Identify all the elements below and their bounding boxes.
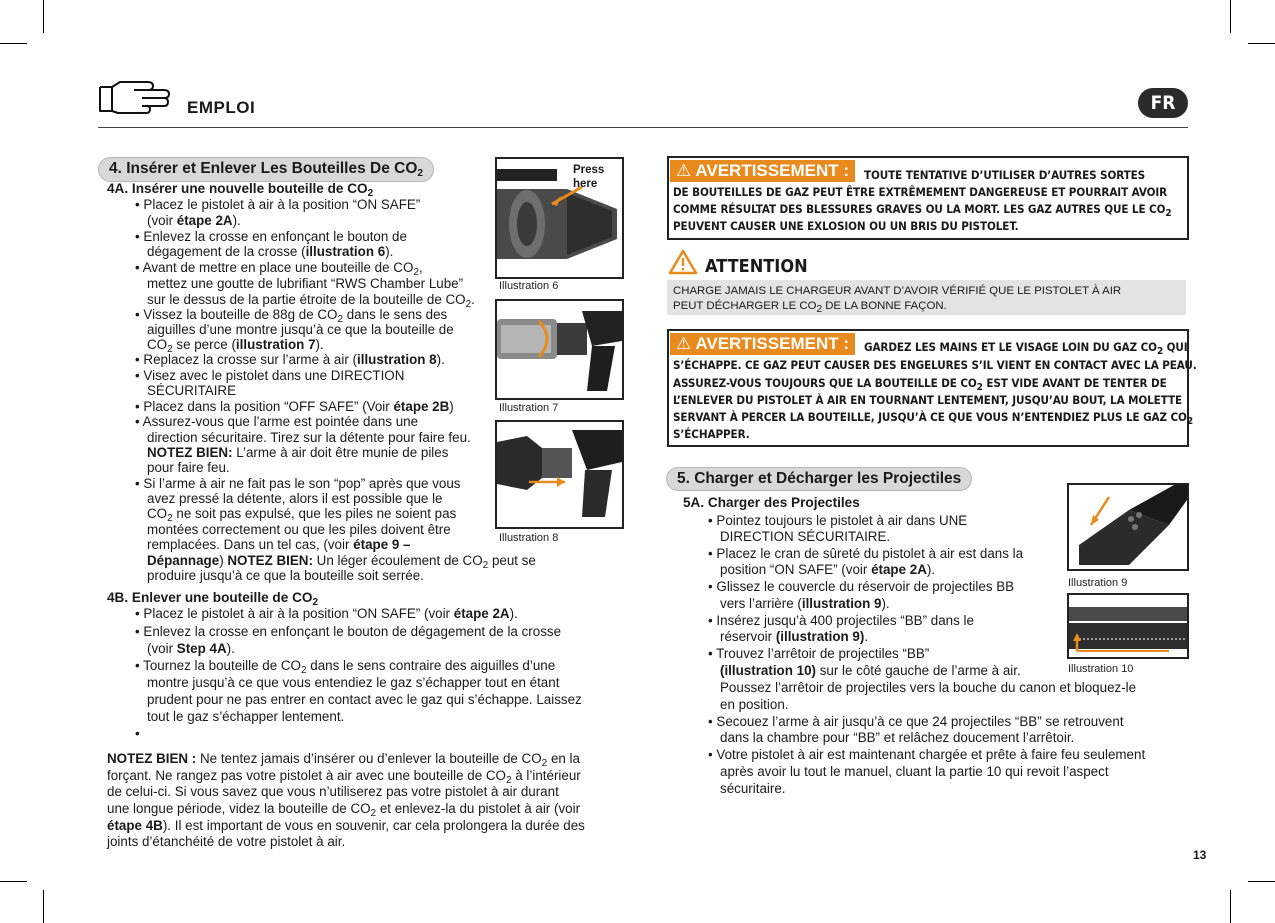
warning-text: S’ÉCHAPPER. [673,427,750,441]
list-item: • Secouez l’arme à air jusqu’à ce que 24 projectiles “BB” se retrouvent [708,714,1124,729]
illustration-8-caption: Illustration 8 [499,532,559,544]
section-5-title: 5. Charger et Décharger les Projectiles [666,467,972,491]
list-item: • Assurez-vous que l’arme est pointée dans une [135,414,419,429]
crop-mark [43,890,44,923]
warning-text: L’ENLEVER DU PISTOLET À AIR EN TOURNANT LENTEMENT, JUSQU’AU BOUT, LA MOLETTE [673,393,1183,407]
list-item: NOTEZ BIEN: L’arme à air doit être munie de piles [147,445,449,460]
crop-mark [1248,881,1275,882]
attention-box [667,280,1186,315]
list-item: • Tournez la bouteille de $CO_2$ dans le sens contraire des aiguilles d’une [135,658,556,676]
warning-text: PEUVENT CAUSER UNE EXLOSION OU UN BRIS DU PISTOLET. [673,219,1019,233]
subsection-5a-title: 5A. Charger des Projectiles [683,495,860,510]
warning-triangle-icon: ⚠ [676,334,692,353]
illustration-7-caption: Illustration 7 [499,402,559,414]
list-item: (voir Step 4A). [147,641,235,656]
illustration-9-caption: Illustration 9 [1068,577,1128,589]
list-item: • Placez le cran de sûreté du pistolet à air est dans la [708,546,1024,561]
note-line: de celui-ci. Si vous savez que vous n’utiliserez pas votre pistolet à air durant [107,784,559,799]
list-item: sur le dessus de la partie étroite de la bouteille de $CO_2$. [147,292,475,310]
list-item: après avoir lu tout le manuel, cluant la partie 10 qui revoit l’aspect [720,764,1109,779]
subsection-4a-title: 4A. Insérer une nouvelle bouteille de $CO_2$ [107,181,374,199]
list-item: • Placez le pistolet à air à la position “ON SAFE” (voir étape 2A). [135,606,518,621]
illustration-8-photo [495,420,624,529]
list-item: (illustration 10) sur le côté gauche de l’arme à air. [720,663,1021,678]
list-item: SÉCURITAIRE [147,383,237,398]
list-item: en position. [720,697,789,712]
list-item: dans la chambre pour “BB” et relâchez doucement l’arrêtoir. [720,730,1075,745]
list-item: • Avant de mettre en place une bouteille de $CO_2$, [135,260,423,278]
list-item: remplacées. Dans un tel cas, (voir étape 9 – [147,537,411,552]
list-item: • Enlevez la crosse en enfonçant le bouton de [135,229,407,244]
language-badge: FR [1138,88,1188,118]
list-item: réservoir (illustration 9). [720,629,869,644]
list-item: $CO_2$ se perce (illustration 7). [147,337,324,355]
warning-label: ⚠ AVERTISSEMENT : [670,160,855,182]
attention-text: PEUT DÉCHARGER LE CO2 DE LA BONNE FAÇON. [673,300,947,315]
list-item: (voir étape 2A). [147,213,241,228]
warning-text: S’ÉCHAPPE. CE GAZ PEUT CAUSER DES ENGELURES S’IL VIENT EN CONTACT AVEC LA PEAU. [673,358,1197,372]
crop-mark [0,43,27,44]
crop-mark [1230,890,1231,923]
pointing-hand-icon [98,79,173,115]
list-item: position “ON SAFE” (voir étape 2A). [720,562,936,577]
list-item: • Visez avec le pistolet dans une DIRECTION [135,368,405,383]
caution-triangle-icon [668,249,698,275]
list-item: Poussez l’arrêtoir de projectiles vers la bouche du canon et bloquez-le [720,680,1137,695]
warning-text: SERVANT À PERCER LA BOUTEILLE, JUSQU’À CE QUE VOUS N’ENTENDIEZ PLUS LE GAZ CO2 [673,410,1193,427]
attention-title: ATTENTION [705,256,808,277]
list-item: • Enlevez la crosse en enfonçant le bouton de dégagement de la crosse [135,624,562,639]
list-item: • Si l’arme à air ne fait pas le son “pop” après que vous [135,476,461,491]
list-item: montées correctement ou que les piles doivent être [147,522,451,537]
note-line: étape 4B). Il est important de vous en souvenir, car cela prolongera la durée des [107,818,585,833]
warning-text: TOUTE TENTATIVE D’UTILISER D’AUTRES SORTES [864,168,1146,182]
crop-mark [0,881,27,882]
note-line: NOTEZ BIEN : Ne tentez jamais d’insérer ou d’enlever la bouteille de $CO_2$ en la [107,751,580,769]
warning-triangle-icon: ⚠ [676,161,692,180]
list-item: dégagement de la crosse (illustration 6). [147,244,394,259]
list-item: • [135,726,140,741]
warning-text: DE BOUTEILLES DE GAZ PEUT ÊTRE EXTRÊMEMENT DANGEREUSE ET POURRAIT AVOIR [673,185,1168,199]
illustration-10-caption: Illustration 10 [1068,663,1134,675]
section-4-title: 4. Insérer et Enlever Les Bouteilles De $CO_2$ [98,157,434,182]
warning-text: ASSUREZ-VOUS TOUJOURS QUE LA BOUTEILLE DE CO2 EST VIDE AVANT DE TENTER DE [673,376,1167,393]
co2-cartridge-image [497,301,622,398]
list-item: • Glissez le couvercle du réservoir de projectiles BB [708,579,1015,594]
list-item: sécuritaire. [720,781,786,796]
list-item: prudent pour ne pas entrer en contact avec le gaz qui s’échappe. Laissez [147,692,582,707]
list-item: avez pressé la détente, alors il est possible que le [147,491,443,506]
list-item: DIRECTION SÉCURITAIRE. [720,529,891,544]
attention-text: CHARGE JAMAIS LE CHARGEUR AVANT D’AVOIR VÉRIFIÉ QUE LE PISTOLET À AIR [673,285,1122,297]
note-line: joints d’étanchéité de votre pistolet à air. [107,834,346,849]
warning-label: ⚠ AVERTISSEMENT : [670,333,855,355]
list-item: • Placez dans la position “OFF SAFE” (Voir étape 2B) [135,399,454,414]
warning-text: COMME RÉSULTAT DES BLESSURES GRAVES OU LA MORT. LES GAZ AUTRES QUE LE CO2 [673,202,1172,219]
note-line: forçant. Ne rangez pas votre pistolet à air avec une bouteille de $CO_2$ à l’intérieur [107,768,581,786]
note-line: une longue période, videz la bouteille de $CO_2$ et enlevez-la du pistolet à air (voir [107,801,581,819]
illustration-6-caption: Illustration 6 [499,280,559,292]
crop-mark [1230,0,1231,33]
list-item: • Placez le pistolet à air à la position “ON SAFE” [135,197,421,212]
list-item: • Trouvez l’arrêtoir de projectiles “BB” [708,646,930,661]
list-item: pour faire feu. [147,460,230,475]
list-item: • Replacez la crosse sur l’arme à air (illustration 8). [135,352,445,367]
list-item: vers l’arrière (illustration 9). [720,596,890,611]
subsection-4b-title: 4B. Enlever une bouteille de $CO_2$ [107,590,319,608]
list-item: produire jusqu’à ce que la bouteille soit serrée. [147,568,424,583]
warning-text: GARDEZ LES MAINS ET LE VISAGE LOIN DU GAZ CO2 QUI [864,340,1188,357]
page-number: 13 [1193,848,1207,862]
illustration-10-photo [1067,593,1189,659]
list-item: • Pointez toujours le pistolet à air dans UNE [708,513,968,528]
crop-mark [1248,43,1275,44]
illustration-9-photo [1067,483,1189,571]
list-item: • Votre pistolet à air est maintenant chargée et prête à faire feu seulement [708,747,1146,762]
list-item: direction sécuritaire. Tirez sur la détente pour faire feu. [147,430,471,445]
list-item: Dépannage) NOTEZ BIEN: Un léger écoulement de $CO_2$ peut se [147,553,536,571]
list-item: mettez une goutte de lubrifiant “RWS Chamber Lube” [147,276,464,291]
illustration-7-photo [495,299,624,400]
list-item: • Vissez la bouteille de 88g de $CO_2$ dans le sens des [135,307,448,325]
list-item: • Insérez jusqu’à 400 projectiles “BB” dans le [708,613,974,628]
list-item: montre jusqu’à ce que vous entendiez le gaz s’échapper tout en étant [147,675,560,690]
bb-follower-image [1069,595,1187,657]
list-item: $CO_2$ ne soit pas expulsé, que les piles ne soient pas [147,506,457,524]
illustration-6-photo [495,157,624,279]
replace-stock-image [497,422,622,527]
header-title: EMPLOI [187,98,256,117]
press-here-label: Press here [573,164,605,190]
header-divider [98,127,1188,128]
list-item: aiguilles d’une montre jusqu’à ce que la bouteille de [147,322,454,337]
bb-reservoir-image [1069,485,1187,569]
crop-mark [43,0,44,33]
list-item: tout le gaz s’échapper lentement. [147,709,345,724]
